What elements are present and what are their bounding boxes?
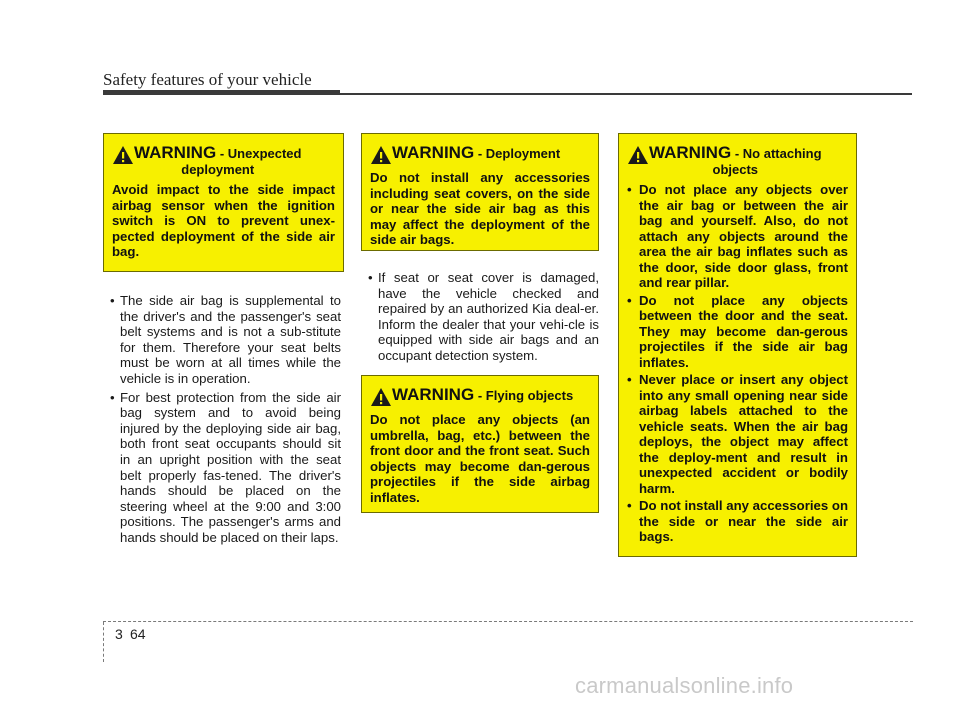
footer-dashed-rule — [103, 621, 913, 622]
warning-triangle-icon — [112, 145, 134, 165]
warning-body: Do not place any objects (an umbrella, bag, etc.) between the front door and the front seat. Such objects may become dan-gerous projectiles if the side airbag inflates. — [370, 412, 590, 505]
warning-subtitle: - No attaching — [734, 146, 822, 161]
warning-box-flying-objects — [361, 375, 599, 513]
warning-word: WARNING — [134, 143, 217, 162]
column1-bullet-list — [103, 293, 341, 549]
warning-triangle-icon — [370, 145, 392, 165]
warning-bullet-item: • Do not place any objects over the air bag or between the air bag and yourself. Also, do not attach any objects around the area the air bag inflates such as the door, side door glass, front and rear pillar. — [627, 182, 848, 291]
warning-subtitle-line2: objects — [712, 161, 759, 177]
body-bullet-item: • For best protection from the side air bag system and to avoid being injured by the deploying side air bag, both front seat occupants should sit in an upright position with the seat belt properly fas-tened. The driver's hands should be placed on the steering wheel at the 9:00 and 3:00 positions. The passenger's arms and hands should be placed on their laps. — [103, 390, 341, 546]
warning-box-no-attaching-objects — [618, 133, 857, 557]
warning-triangle-icon — [370, 387, 392, 407]
footer-dashed-divider — [103, 622, 104, 662]
warning-bullet-list — [627, 182, 848, 545]
warning-subtitle-line2: deployment — [181, 161, 255, 177]
warning-heading — [112, 144, 335, 177]
warning-word: WARNING — [392, 143, 475, 162]
warning-subtitle: - Flying objects — [477, 388, 574, 403]
warning-bullet-item: • Never place or insert any object into any small opening near side airbag labels attached to the vehicle seats. When the air bag deploys, the object may affect the deploy-ment and result in unexpected accident or bodily harm. — [627, 372, 848, 496]
chapter-number: 3 — [115, 626, 123, 642]
warning-body: Avoid impact to the side impact airbag sensor when the ignition switch is ON to prevent unex-pected deployment of the side air bag. — [112, 182, 335, 259]
page-header-title: Safety features of your vehicle — [103, 70, 312, 89]
column2-bullet-list — [361, 270, 599, 367]
page-number: 64 — [130, 626, 146, 642]
warning-heading — [627, 144, 848, 177]
warning-body: Do not install any accessories including seat covers, on the side or near the side air bag as this may affect the deployment of the side air bags. — [370, 170, 590, 247]
warning-heading — [370, 144, 590, 165]
watermark: carmanualsonline.info — [575, 673, 794, 698]
warning-heading — [370, 386, 590, 407]
warning-triangle-icon — [627, 145, 649, 165]
body-bullet-item: • If seat or seat cover is damaged, have the vehicle checked and repaired by an authorized Kia deal-er. Inform the dealer that your vehi-cle is equipped with side air bags and an occupant detection system. — [361, 270, 599, 364]
warning-bullet-item: • Do not install any accessories on the side or near the side air bags. — [627, 498, 848, 545]
body-bullet-item: • The side air bag is supplemental to the driver's and the passenger's seat belt systems and is not a sub-stitute for them. Therefore your seat belts must be worn at all times while the vehicle is in operation. — [103, 293, 341, 387]
warning-subtitle: - Unexpected — [219, 146, 302, 161]
warning-word: WARNING — [392, 385, 475, 404]
header-rule-thick — [103, 90, 340, 95]
header-rule-thin — [340, 93, 912, 95]
warning-box-deployment — [361, 133, 599, 251]
warning-subtitle: - Deployment — [477, 146, 561, 161]
warning-box-unexpected-deployment — [103, 133, 344, 272]
warning-word: WARNING — [649, 143, 732, 162]
warning-bullet-item: • Do not place any objects between the door and the seat. They may become dan-gerous projectiles if the side air bag inflates. — [627, 293, 848, 371]
